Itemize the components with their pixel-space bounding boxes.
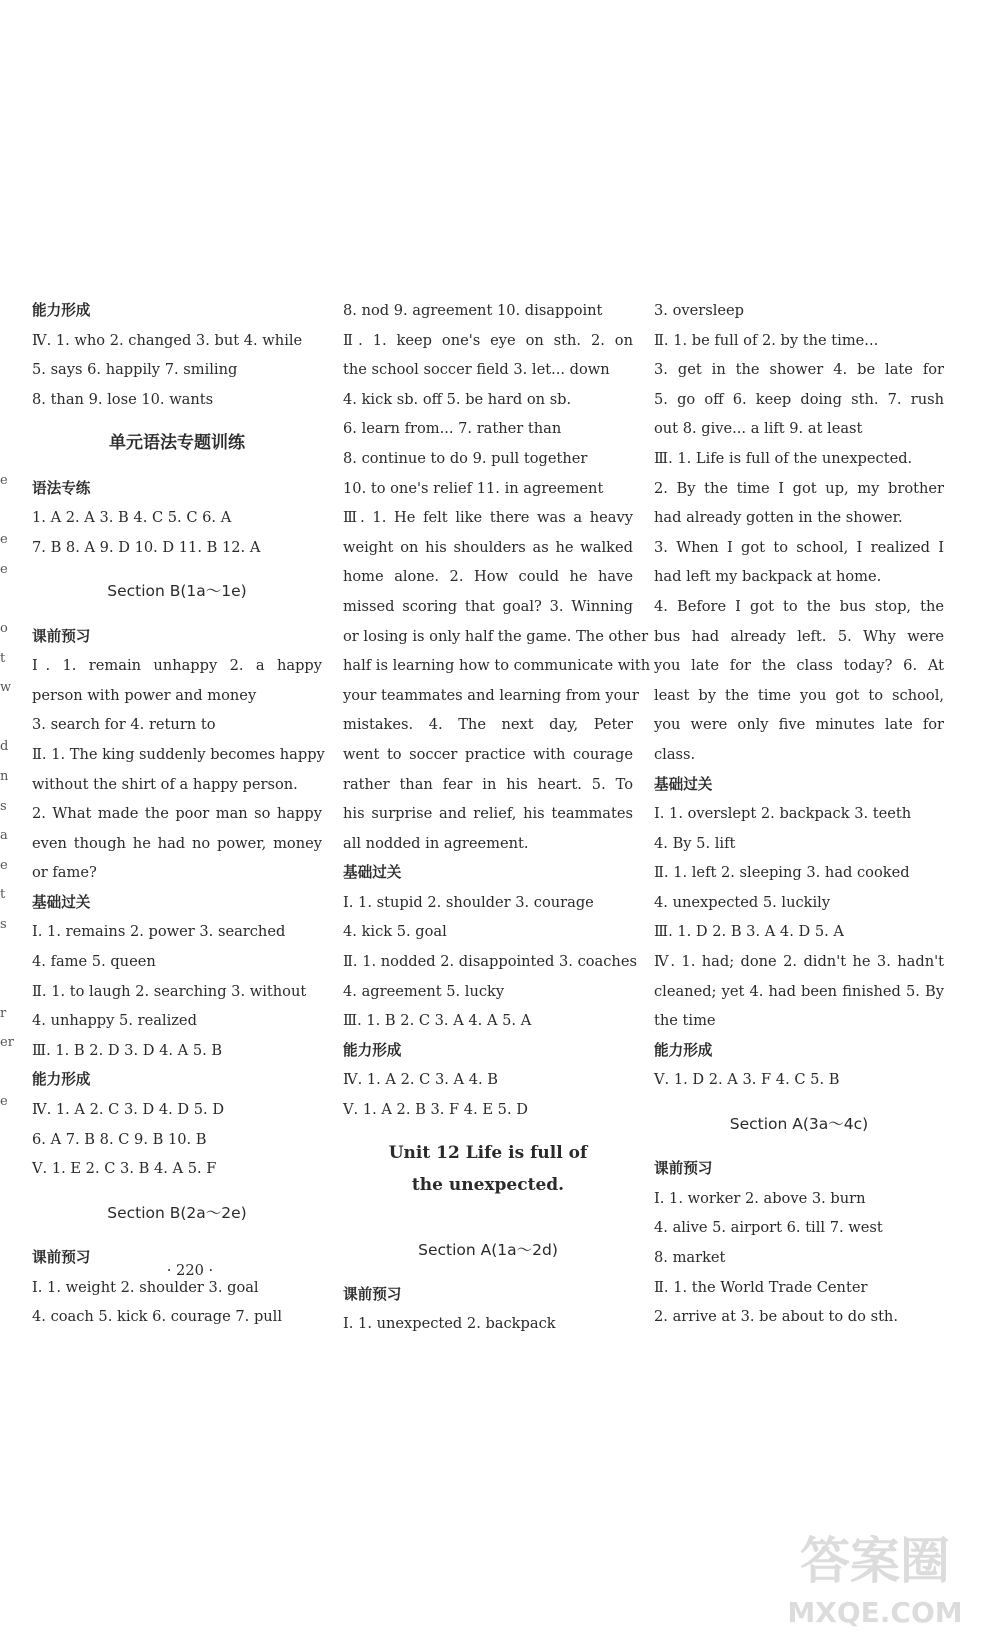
margin-fragment: t bbox=[0, 650, 6, 666]
answer-line: Ⅰ. 1. worker 2. above 3. burn bbox=[654, 1189, 866, 1207]
margin-fragment: w bbox=[0, 680, 12, 696]
answer-line: or fame? bbox=[32, 864, 97, 882]
answer-line: 4. alive 5. airport 6. till 7. west bbox=[654, 1219, 883, 1237]
margin-fragment bbox=[0, 496, 12, 526]
answer-line: 4. fame 5. queen bbox=[32, 953, 156, 971]
answer-line: Ⅰ. 1. weight 2. shoulder 3. goal bbox=[32, 1278, 259, 1296]
answer-line: 4. By 5. lift bbox=[654, 834, 736, 852]
answer-line: Ⅳ. 1. had; done 2. didn't he 3. hadn't bbox=[654, 953, 944, 971]
answer-line: half is learning how to communicate with bbox=[343, 657, 651, 675]
answer-line: Ⅰ. 1. remains 2. power 3. searched bbox=[32, 923, 286, 941]
unit-title: the unexpected. bbox=[411, 1174, 565, 1195]
answer-line: or losing is only half the game. The other bbox=[343, 627, 649, 645]
answer-line: 4. coach 5. kick 6. courage 7. pull bbox=[32, 1308, 283, 1326]
answer-line: Ⅰ. 1. remain unhappy 2. a happy bbox=[32, 657, 322, 675]
answer-column-left bbox=[32, 296, 325, 1332]
answer-line: cleaned; yet 4. had been finished 5. By bbox=[654, 982, 944, 1000]
answer-line: Ⅲ. 1. He felt like there was a heavy bbox=[343, 509, 633, 527]
section-heading: 能力形成 bbox=[343, 1041, 402, 1059]
answer-line: you were only five minutes late for bbox=[654, 716, 944, 734]
margin-fragment: er bbox=[0, 1035, 14, 1051]
page-number: · 220 · bbox=[166, 1262, 214, 1279]
margin-fragment bbox=[0, 1058, 12, 1088]
answer-line: 2. arrive at 3. be about to do sth. bbox=[654, 1308, 898, 1326]
margin-fragment: a bbox=[0, 828, 8, 844]
section-title: Section A(3a～4c) bbox=[729, 1115, 869, 1134]
section-title: Section B(2a～2e) bbox=[107, 1203, 247, 1222]
answer-line: home alone. 2. How could he have bbox=[343, 568, 633, 586]
margin-fragment bbox=[0, 584, 12, 614]
section-title: Section A(1a～2d) bbox=[418, 1240, 558, 1259]
margin-fragment: e bbox=[0, 473, 8, 488]
answer-line: all nodded in agreement. bbox=[343, 834, 529, 852]
answer-line: 2. By the time I got up, my brother bbox=[654, 479, 944, 497]
answer-line: 8. than 9. lose 10. wants bbox=[32, 390, 214, 408]
section-heading: 基础过关 bbox=[32, 893, 91, 911]
answer-line: Ⅲ. 1. B 2. C 3. A 4. A 5. A bbox=[343, 1012, 532, 1030]
answer-line: Ⅱ. 1. to laugh 2. searching 3. without bbox=[32, 982, 307, 1000]
section-heading: 课前预习 bbox=[343, 1285, 402, 1303]
answer-line: 4. kick sb. off 5. be hard on sb. bbox=[343, 390, 572, 408]
answer-line: 7. B 8. A 9. D 10. D 11. B 12. A bbox=[32, 538, 261, 556]
section-heading: 课前预习 bbox=[32, 1249, 91, 1266]
answer-line: weight on his shoulders as he walked bbox=[343, 538, 633, 556]
answer-line: 3. search for 4. return to bbox=[32, 716, 216, 734]
answer-line: Ⅱ. 1. nodded 2. disappointed 3. coaches bbox=[343, 953, 637, 971]
answer-line: class. bbox=[654, 745, 696, 763]
answer-line: mistakes. 4. The next day, Peter bbox=[343, 716, 633, 734]
answer-line: Ⅲ. 1. Life is full of the unexpected. bbox=[654, 449, 913, 467]
answer-line: 4. unexpected 5. luckily bbox=[654, 893, 831, 911]
answer-line: 6. A 7. B 8. C 9. B 10. B bbox=[32, 1130, 207, 1148]
watermark-logo bbox=[780, 1520, 970, 1635]
answer-line: 8. continue to do 9. pull together bbox=[343, 449, 588, 467]
answer-line: you late for the class today? 6. At bbox=[654, 657, 944, 675]
unit-title: Unit 12 Life is full of bbox=[388, 1142, 588, 1163]
answer-line: 3. get in the shower 4. be late for bbox=[654, 361, 944, 379]
answer-line: 8. nod 9. agreement 10. disappoint bbox=[343, 302, 603, 319]
answer-line: rather than fear in his heart. 5. To bbox=[343, 775, 633, 793]
answer-line: his surprise and relief, his teammates bbox=[343, 805, 633, 823]
answer-line: Ⅲ. 1. B 2. D 3. D 4. A 5. B bbox=[32, 1041, 223, 1059]
answer-line: Ⅳ. 1. who 2. changed 3. but 4. while bbox=[32, 331, 303, 349]
margin-fragment bbox=[0, 703, 12, 733]
answer-line: out 8. give... a lift 9. at least bbox=[654, 420, 863, 438]
answer-line: Ⅱ. 1. keep one's eye on sth. 2. on bbox=[343, 331, 633, 349]
answer-line: least by the time you got to school, bbox=[654, 686, 944, 704]
answer-line: 8. market bbox=[654, 1249, 726, 1266]
answer-column-middle bbox=[343, 296, 651, 1339]
section-heading: 课前预习 bbox=[32, 627, 91, 645]
watermark-url: MXQE.COM bbox=[787, 1596, 963, 1629]
answer-line: Ⅲ. 1. D 2. B 3. A 4. D 5. A bbox=[654, 923, 844, 941]
section-heading: 能力形成 bbox=[32, 302, 91, 319]
answer-line: person with power and money bbox=[32, 686, 257, 704]
section-heading: 能力形成 bbox=[654, 1041, 713, 1059]
answer-line: 2. What made the poor man so happy bbox=[32, 805, 322, 823]
margin-fragment: o bbox=[0, 620, 8, 636]
answer-line: went to soccer practice with courage bbox=[343, 745, 633, 763]
margin-fragment: e bbox=[0, 561, 8, 577]
margin-fragment: e bbox=[0, 532, 8, 548]
margin-fragment: e bbox=[0, 1094, 8, 1110]
answer-line: Ⅰ. 1. overslept 2. backpack 3. teeth bbox=[654, 805, 912, 823]
answer-line: 5. says 6. happily 7. smiling bbox=[32, 361, 238, 379]
watermark-title: 答案圈 bbox=[800, 1532, 950, 1590]
answer-line: without the shirt of a happy person. bbox=[32, 775, 298, 793]
answer-line: 4. Before I got to the bus stop, the bbox=[654, 597, 944, 615]
section-heading: 能力形成 bbox=[32, 1071, 91, 1089]
answer-line: Ⅰ. 1. unexpected 2. backpack bbox=[343, 1315, 556, 1333]
answer-line: Ⅴ. 1. E 2. C 3. B 4. A 5. F bbox=[32, 1160, 217, 1178]
margin-fragment: d bbox=[0, 739, 9, 755]
answer-line: 4. kick 5. goal bbox=[343, 923, 447, 941]
answer-line: Ⅱ. 1. the World Trade Center bbox=[654, 1278, 868, 1296]
answer-line: Ⅴ. 1. A 2. B 3. F 4. E 5. D bbox=[343, 1101, 528, 1119]
answer-line: 10. to one's relief 11. in agreement bbox=[343, 479, 604, 497]
margin-fragment: s bbox=[0, 916, 7, 932]
answer-line: 5. go off 6. keep doing sth. 7. rush bbox=[654, 390, 944, 408]
section-heading: 语法专练 bbox=[32, 479, 91, 497]
margin-fragment bbox=[0, 969, 12, 999]
answer-line: Ⅳ. 1. A 2. C 3. A 4. B bbox=[343, 1071, 498, 1089]
section-heading: 基础过关 bbox=[343, 864, 402, 882]
unit-grammar-title: 单元语法专题训练 bbox=[109, 433, 245, 454]
answer-line: 4. agreement 5. lucky bbox=[343, 982, 505, 1000]
answer-line: bus had already left. 5. Why were bbox=[654, 627, 944, 645]
answer-line: had left my backpack at home. bbox=[654, 568, 882, 586]
answer-line: Ⅱ. 1. left 2. sleeping 3. had cooked bbox=[654, 864, 910, 882]
margin-fragment: t bbox=[0, 887, 6, 903]
margin-fragment: r bbox=[0, 1005, 7, 1021]
answer-line: Ⅰ. 1. stupid 2. shoulder 3. courage bbox=[343, 893, 594, 911]
answer-line: Ⅳ. 1. A 2. C 3. D 4. D 5. D bbox=[32, 1101, 225, 1119]
answer-line: 3. oversleep bbox=[654, 302, 744, 319]
margin-fragment: n bbox=[0, 768, 9, 784]
answer-column-right bbox=[654, 296, 944, 1332]
answer-line: 1. A 2. A 3. B 4. C 5. C 6. A bbox=[32, 509, 232, 527]
answer-line: Ⅱ. 1. be full of 2. by the time... bbox=[654, 331, 879, 349]
answer-line: your teammates and learning from your bbox=[343, 686, 639, 704]
answer-line: Ⅴ. 1. D 2. A 3. F 4. C 5. B bbox=[654, 1071, 840, 1089]
margin-fragment bbox=[0, 940, 12, 970]
section-heading: 课前预习 bbox=[654, 1160, 713, 1178]
section-title: Section B(1a～1e) bbox=[107, 582, 247, 601]
answer-line: Ⅱ. 1. The king suddenly becomes happy bbox=[32, 745, 325, 763]
answer-line: the time bbox=[654, 1012, 716, 1030]
answer-line: 6. learn from... 7. rather than bbox=[343, 420, 562, 438]
answer-line: 4. unhappy 5. realized bbox=[32, 1012, 197, 1030]
answer-line: even though he had no power, money bbox=[32, 834, 322, 852]
answer-line: had already gotten in the shower. bbox=[654, 509, 903, 527]
left-margin-fragments bbox=[0, 466, 12, 1117]
margin-fragment: s bbox=[0, 798, 7, 814]
answer-line: 3. When I got to school, I realized I bbox=[654, 538, 944, 556]
answer-line: missed scoring that goal? 3. Winning bbox=[343, 597, 633, 615]
margin-fragment: e bbox=[0, 857, 8, 873]
section-heading: 基础过关 bbox=[654, 775, 713, 793]
answer-line: the school soccer field 3. let... down bbox=[343, 361, 610, 379]
